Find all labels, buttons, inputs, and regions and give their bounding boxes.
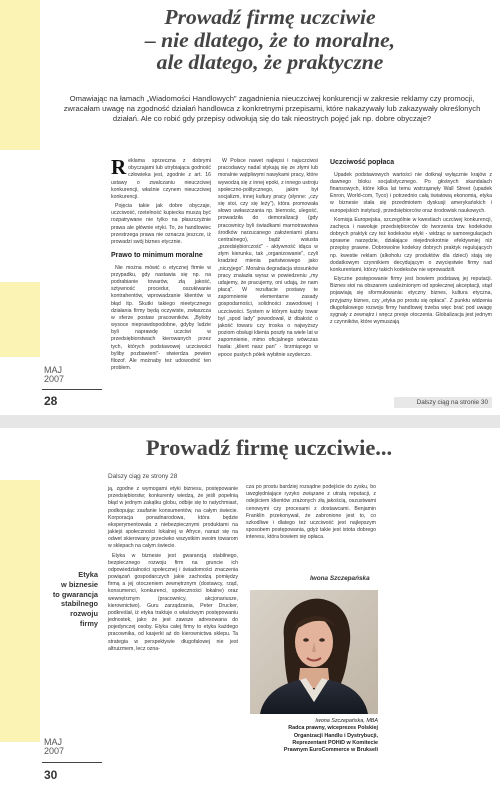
article-column-1 bbox=[111, 155, 211, 394]
paragraph: Reklama sprzeczna z dobrymi obyczajami lub utrybiająca godność człowieka jest, zgodnie z art. 16 ustawy o zwalczaniu nieuczciwej konkurencji, właśnie czynem nieuczciwej konkurencji. bbox=[111, 155, 211, 200]
article-lead: Omawiając na łamach „Wiadomości Handlowych" zagadnienia nieuczciwej konkurencji w zakresie reklamy czy promocji, zwracałam uwagę na zgodność działań handlowca z konkretnymi przepisami, które nakazywały lub zakazywały określonych działań. Ale co robić gdy przepisy odwołują się do tak nieostrych pojęć jak np. dobre obyczaje? bbox=[63, 94, 481, 124]
headline-line: – nie dlatego, że to moralne, bbox=[144, 27, 396, 52]
magazine-page-30 bbox=[0, 428, 500, 800]
paragraph: Nie można mówić o etycznej firmie w przypadku, gdy nastawia się np. na podrabianie towarów, złą jakość, sztywność procedur, oszukiwanie kontrahentów, wprowadzanie klientów w błąd itp. Skutki takiego nieetycznego działania firmy będą oczywiste, zwłaszcza w sferze postaw pracowników. „Byłoby wysoce nieprawdopodobne, gdyby ludzie byli naprawdę uczciwi w przedsiębiorstwach kierowanych przez tych, których podstawowej uczciwości byliby pozbawieni"- stwierdza pewien filozof. Ale możnaby też udowodnić ten problem. bbox=[111, 264, 211, 372]
page-separator bbox=[0, 415, 500, 428]
headline-line: ale dlatego, że praktyczne bbox=[156, 50, 384, 75]
paragraph: Upadek podstawowych wartości nie dotknął wyłącznie krajów z dawnego bloku socjalistycznego. Po głośnych skandalach finansowych, które kilka lat temu wstrząsnęły Wall Street (upadek Enron, World-com, Tyco) i potrzednio całą światową ekonomią, etyka w biznesie stała się przedmiotem dyskusji amerykańskich i europejskich instytucji, przedsiębiorców oraz środowisk naukowych. bbox=[330, 171, 492, 214]
paragraph: Etyczne postępowanie firmy jest bowiem podstawą jej reputacji. Biznes stoi na obszarem uzależnionym od społecznej akceptacji, stąd pojawiają się sformułowania: etyczny biznes, kultura etyczna, przyjazny biznes, czy „etyka po prostu się opłaca". Z punktu widzenia długofalowego rozwoju firmy handlowej trzeba więc brać pod uwagę sygnały z zewnątrz i wręcz presje otoczenia. Globalizacja jest jednym z czynników, które wymuszają bbox=[330, 276, 492, 326]
paragraph: ją, zgodne z wymogami etyki biznesu, postępowanie przedsiębiorstw; konkurenty wiedzą, że jeśli popełnią błąd w jednym zakątku globu, odbije się to natychmiast, podkopując zaufanie konsumentów, na całym świecie. Korporacja ponadnarodowa, która będzie eksperymentowała z niebezpiecznymi produktami na jakiejś społeczności lokalnej w Afryce, narazi się na odwet skierowany przeciwko wszystkim swoim towarom w sklepach na całym świecie. bbox=[108, 486, 238, 550]
author-byline: Iwona Szczepańska bbox=[310, 575, 370, 582]
caption-role-line: Prawnym EuroCommerce w Brukseli bbox=[283, 747, 378, 754]
yellow-highlight-note bbox=[0, 480, 40, 742]
photo-caption bbox=[244, 718, 378, 755]
sidebar-title: Etyka w biznesie to gwarancja stabilnego rozwoju firmy bbox=[52, 570, 98, 628]
page-number-rule bbox=[42, 762, 102, 763]
caption-role-line: Organizacji Handlu i Dystrybucji, bbox=[293, 732, 378, 739]
section-heading: Uczciwość popłaca bbox=[330, 159, 395, 166]
author-photo bbox=[250, 590, 378, 714]
yellow-highlight-note bbox=[0, 0, 40, 150]
headline-line: Prowadź firmę uczciwie bbox=[164, 5, 376, 29]
paragraph: Komisja Europejska, szczególnie w kwestiach uczciwej konkurencji, zachęca i nawołuje przedsiębiorców do tworzenia tzw. kodeksów dobrych praktyk czy też kodeksów etyki - widząc w samoregulacjach sprawne narzędzie, działające niejednokrotnie efektywniej niż przepisy prawne. Dobrowolne kodeksy dobrych praktyk regulujących np. kwestie reklam (alkoholu czy produktów dla dzieci) stają się dodatkowym czynnikiem decydującym o zwycięstwie firmy nad konkurentami, którzy takich kodeksów nie wprowadzili. bbox=[330, 216, 492, 273]
caption-role-line: Radca prawny, wiceprezes Polskiej bbox=[288, 725, 378, 732]
continued-on-note: Dalszy ciąg na stronie 30 bbox=[394, 397, 492, 408]
paragraph: Etyka w biznesie jest gwarancją stabilnego, bezpiecznego rozwoju firm na gruncie ich odpowiedzialności społecznej i świadomości znaczenia powiązań gospodarczych jakie zachodzą pomiędzy firmą a jej otoczeniem zewnętrznym (dostawcy, rząd, konsumenci, konkurenci, społeczności lokalne) oraz wewnętrznym (pracownicy, akcjonariusze, kierownictwo). Guru zarządzania, Peter Drucker, podkreślał, iż etyka traktuje o właściwym postępowaniu jednostek, jako że jest zawsze adresowana do pojedynczej osoby. Etyka całej firmy to etyka każdego pracownika, od kasjerki aż do kierownictwa sklepu. Ta strategia w perspektywie długofalowej nie jest altruizmem, lecz ozna- bbox=[108, 552, 238, 652]
continued-from-note: Dalszy ciąg ze strony 28 bbox=[108, 473, 178, 480]
issue-date: MAJ 2007 bbox=[44, 365, 65, 385]
portrait-image bbox=[250, 590, 378, 714]
article-headline bbox=[60, 6, 480, 74]
continued-headline: Prowadź firmę uczciwie... bbox=[145, 435, 393, 460]
page-number-rule bbox=[42, 389, 102, 390]
caption-role-line: Reprezentant POHiD w Komitecie bbox=[292, 740, 378, 747]
article-column-1 bbox=[108, 486, 238, 794]
section-heading: Prawo to minimum moralne bbox=[111, 252, 203, 260]
page-number: 30 bbox=[44, 768, 58, 782]
paragraph: cza po prostu bardziej rozsądne podejście do zysku, bo uwzględniające ryzyko związane z utratą reputacji, z odejściem klientów zrażonych złą jakością, oszustwami cenowymi czy procesami z dostawcami. Benjamin Franklin przekonywał, że zabronione jest to, co szkodliwe i dlatego też uczciwość jest najlepszym sposobem postępowania, gdyż takie jest istota dobrego interesu, która bowiem się opłaca. bbox=[246, 484, 376, 541]
paragraph: W Polsce nawet najlepsi i najuczciwsi pracodawcy nadal stykają się ze złymi lub moralnie wątpliwymi nawykami pracy, które wywodzą się z innej epoki, z innego ustroju społeczno-politycznego, jakim był socjalizm, innej kultury pracy (słynne: „czy się stoi, czy się leży"), która promowała słowo uwłaszczania np. biernośc, ulegość, prowadziła do demoralizacji (gdy pracownicy byli świadkami marnotrawstwa środków narzucanego założeniami planu centralnego), bądź wsiusta „przedsiębiorczość" - aktywność idąca w złym kierunku, tak „organizowanie", czyli kradzież mienia państwowego jako „niczyjego". Moralna degradacja stosunków pracy znalazła wyraz w powiedzeniu „my udajemy, że pracujemy, oni udają, że nam płacą". W rezultacie postawy te zapomnienie elementarne zasady gospodarności, solidności zawodowej i uczciwości. System w którym każdy towar był „spod lady" powodował, iż dbałość o jakość towaru czy troska o najwyższy poziom obsługi klienta poszły na wiele lat w zapomnienie, mimo oficjalnego wówczas hasła: „klient nasz pan" - brzmiącego w epoce pustych półek wybitnie szyderczo. bbox=[218, 158, 318, 358]
article-column-2 bbox=[246, 484, 376, 568]
page-number: 28 bbox=[44, 394, 58, 408]
yellow-highlight-note bbox=[0, 282, 40, 357]
article-column-3 bbox=[330, 158, 492, 384]
issue-date: MAJ 2007 bbox=[44, 737, 65, 757]
drop-cap: R bbox=[111, 155, 127, 179]
paragraph: Pojęcia takie jak dobre obyczaje, uczciwość, rzetelność kupiecka muszą być rozpatrywane nie tylko na płaszczyźnie prawa ale głównie etyki. To, że handlowiec przestrzega prawa nie oznacza jeszcze, iż prowadzi swój biznes etycznie. bbox=[111, 203, 211, 245]
article-column-2 bbox=[218, 158, 318, 404]
caption-name: Iwona Szczepańska, MBA bbox=[315, 718, 378, 724]
